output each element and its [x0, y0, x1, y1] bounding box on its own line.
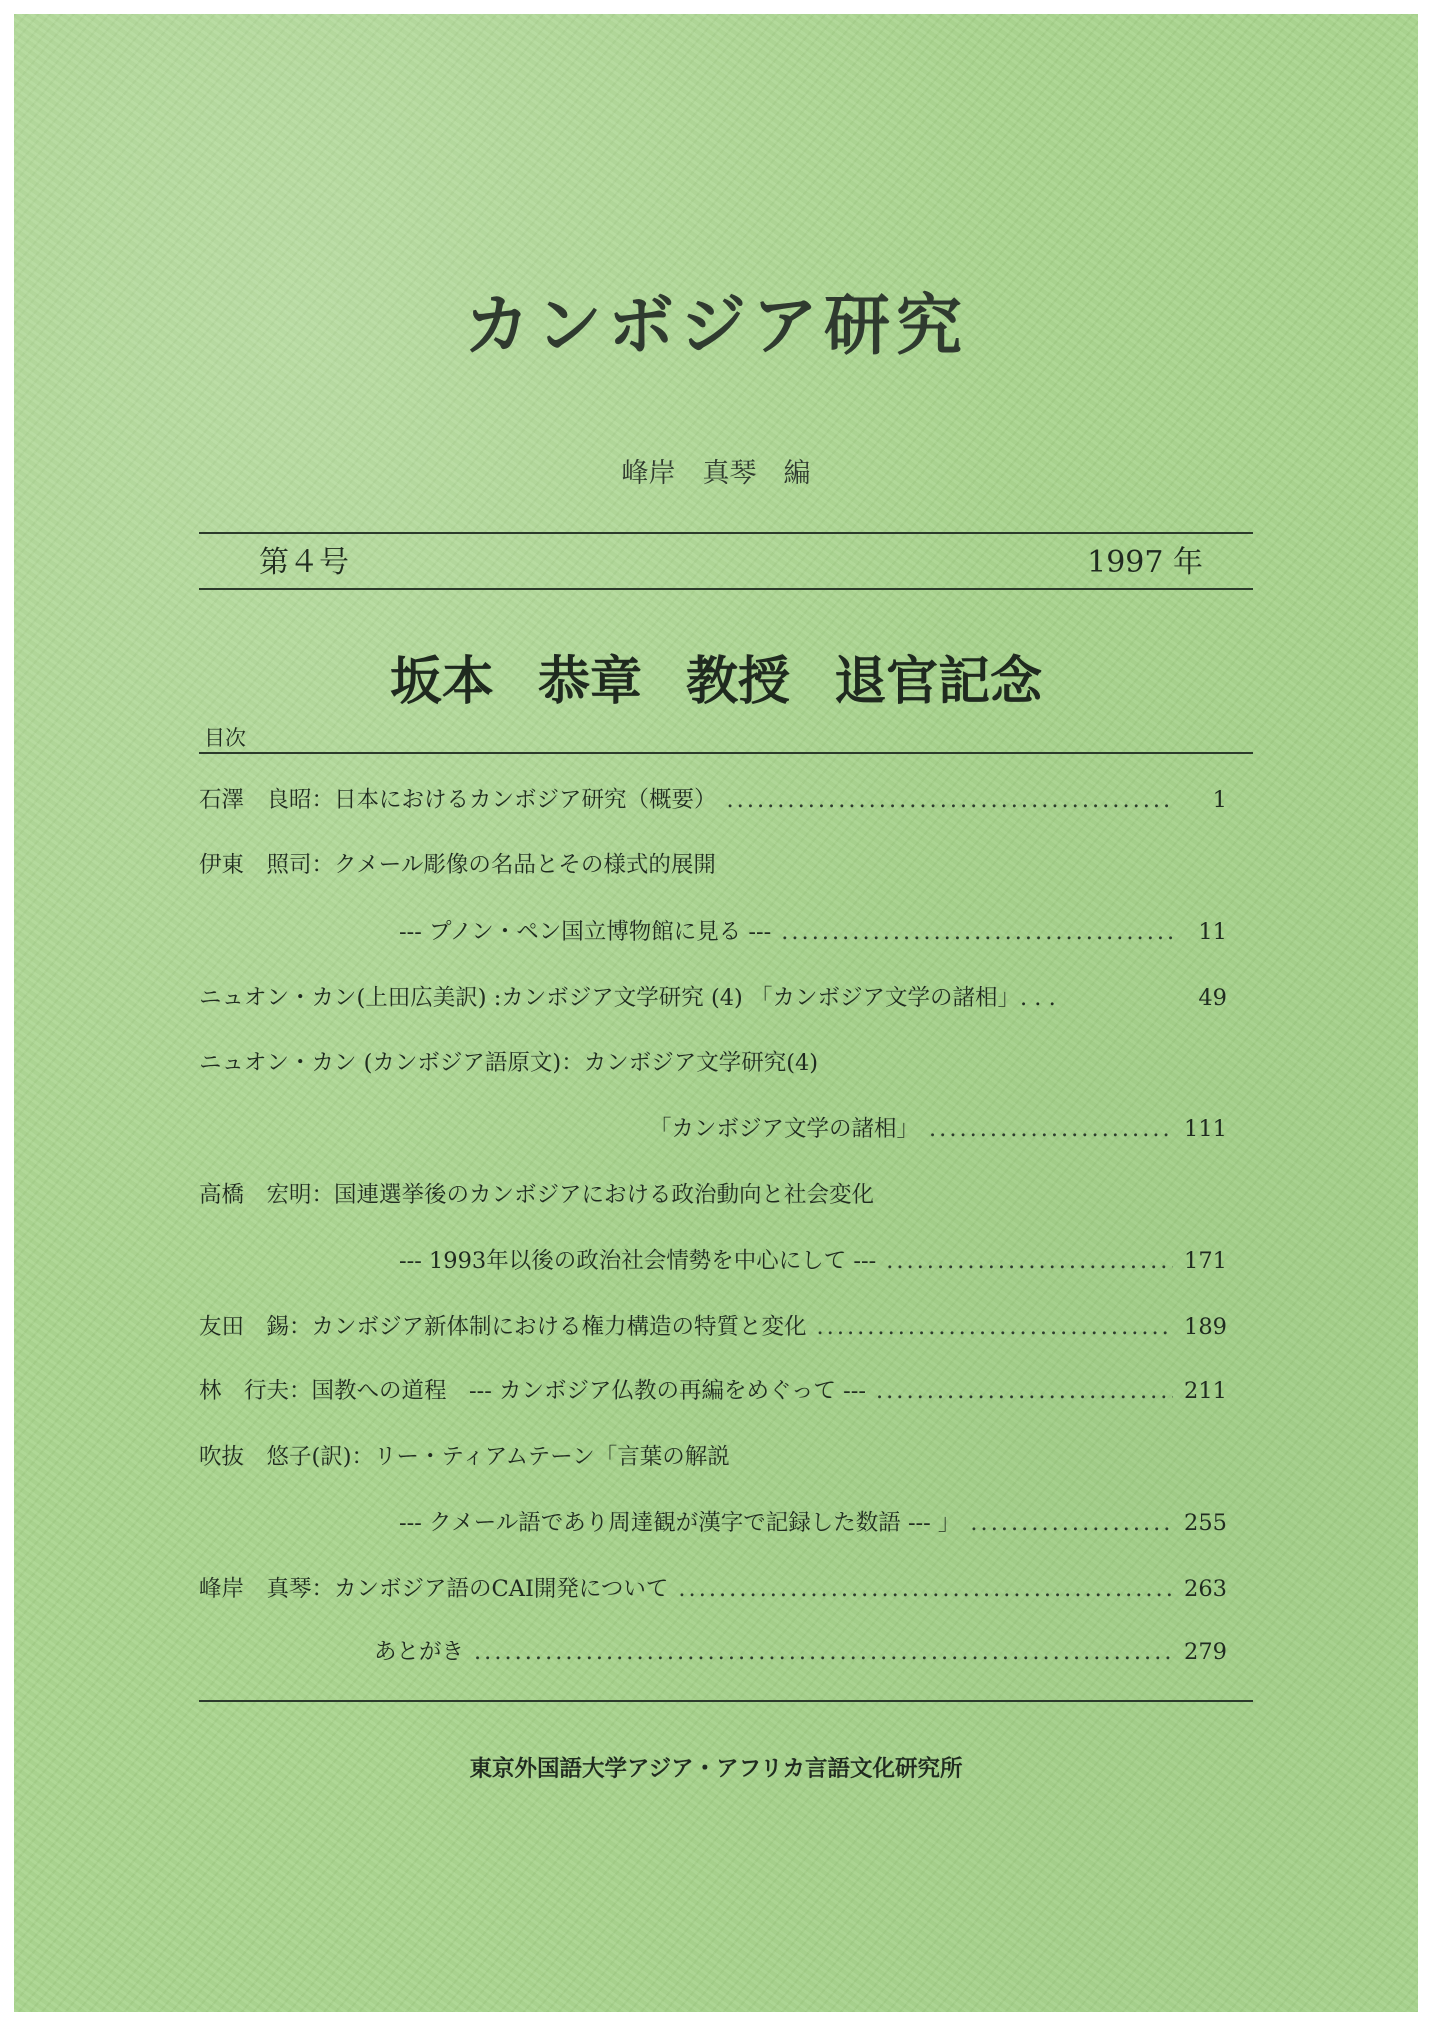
commemoration-title: 坂本 恭章 教授 退官記念: [389, 652, 1043, 712]
journal-title: カンボジア研究: [464, 287, 968, 364]
toc-entry: ニュオン・カン (カンボジア語原文)：カンボジア文学研究(4): [199, 1050, 819, 1076]
toc-entry: --- プノン・ペン国立博物館に見る --- ..... 11: [199, 914, 1227, 950]
editor-line: 峰岸 真琴 編: [621, 458, 811, 489]
rule-bottom: [199, 1700, 1253, 1702]
toc-entry: 林 行夫：国教への道程 --- カンボジア仏教の再編をめぐって --- ..... 211: [199, 1373, 1227, 1409]
toc-entry: 高橋 宏明：国連選挙後のカンボジアにおける政治動向と社会変化: [199, 1182, 875, 1208]
toc-entry: 「カンボジア文学の諸相」 ..... 111: [199, 1111, 1227, 1147]
toc-entry: ニュオン・カン(上田広美訳) :カンボジア文学研究 (4) 「カンボジア文学の諸相」. . . 49: [199, 985, 1227, 1011]
rule-issue-bottom: [199, 588, 1253, 590]
toc-entry: あとがき ..... 279: [199, 1634, 1227, 1670]
toc-entry: --- クメール語であり周達観が漢字で記録した数語 --- 」 ..... 255: [199, 1505, 1227, 1541]
issue-number: 第４号: [259, 545, 349, 580]
toc-entry: 峰岸 真琴：カンボジア語のCAI開発について ..... 263: [199, 1571, 1227, 1607]
toc-entry: --- 1993年以後の政治社会情勢を中心にして --- ..... 171: [199, 1243, 1227, 1279]
issue-row: [199, 541, 1253, 591]
publisher: 東京外国語大学アジア・アフリカ言語文化研究所: [469, 1756, 963, 1782]
toc-entry: 伊東 照司：クメール彫像の名品とその様式的展開: [199, 852, 716, 878]
toc-entry: 石澤 良昭：日本におけるカンボジア研究（概要） ..... 1: [199, 782, 1227, 818]
rule-toc-top: [199, 752, 1253, 754]
issue-year: 1997 年: [1087, 545, 1203, 580]
cover: [14, 14, 1418, 2012]
toc-label: 目次: [204, 726, 246, 750]
toc-entry: 友田 錫：カンボジア新体制における権力構造の特質と変化 ..... 189: [199, 1309, 1227, 1345]
rule-top: [199, 532, 1253, 534]
toc-entry: 吹抜 悠子(訳)：リー・ティアムテーン「言葉の解説: [199, 1444, 730, 1470]
